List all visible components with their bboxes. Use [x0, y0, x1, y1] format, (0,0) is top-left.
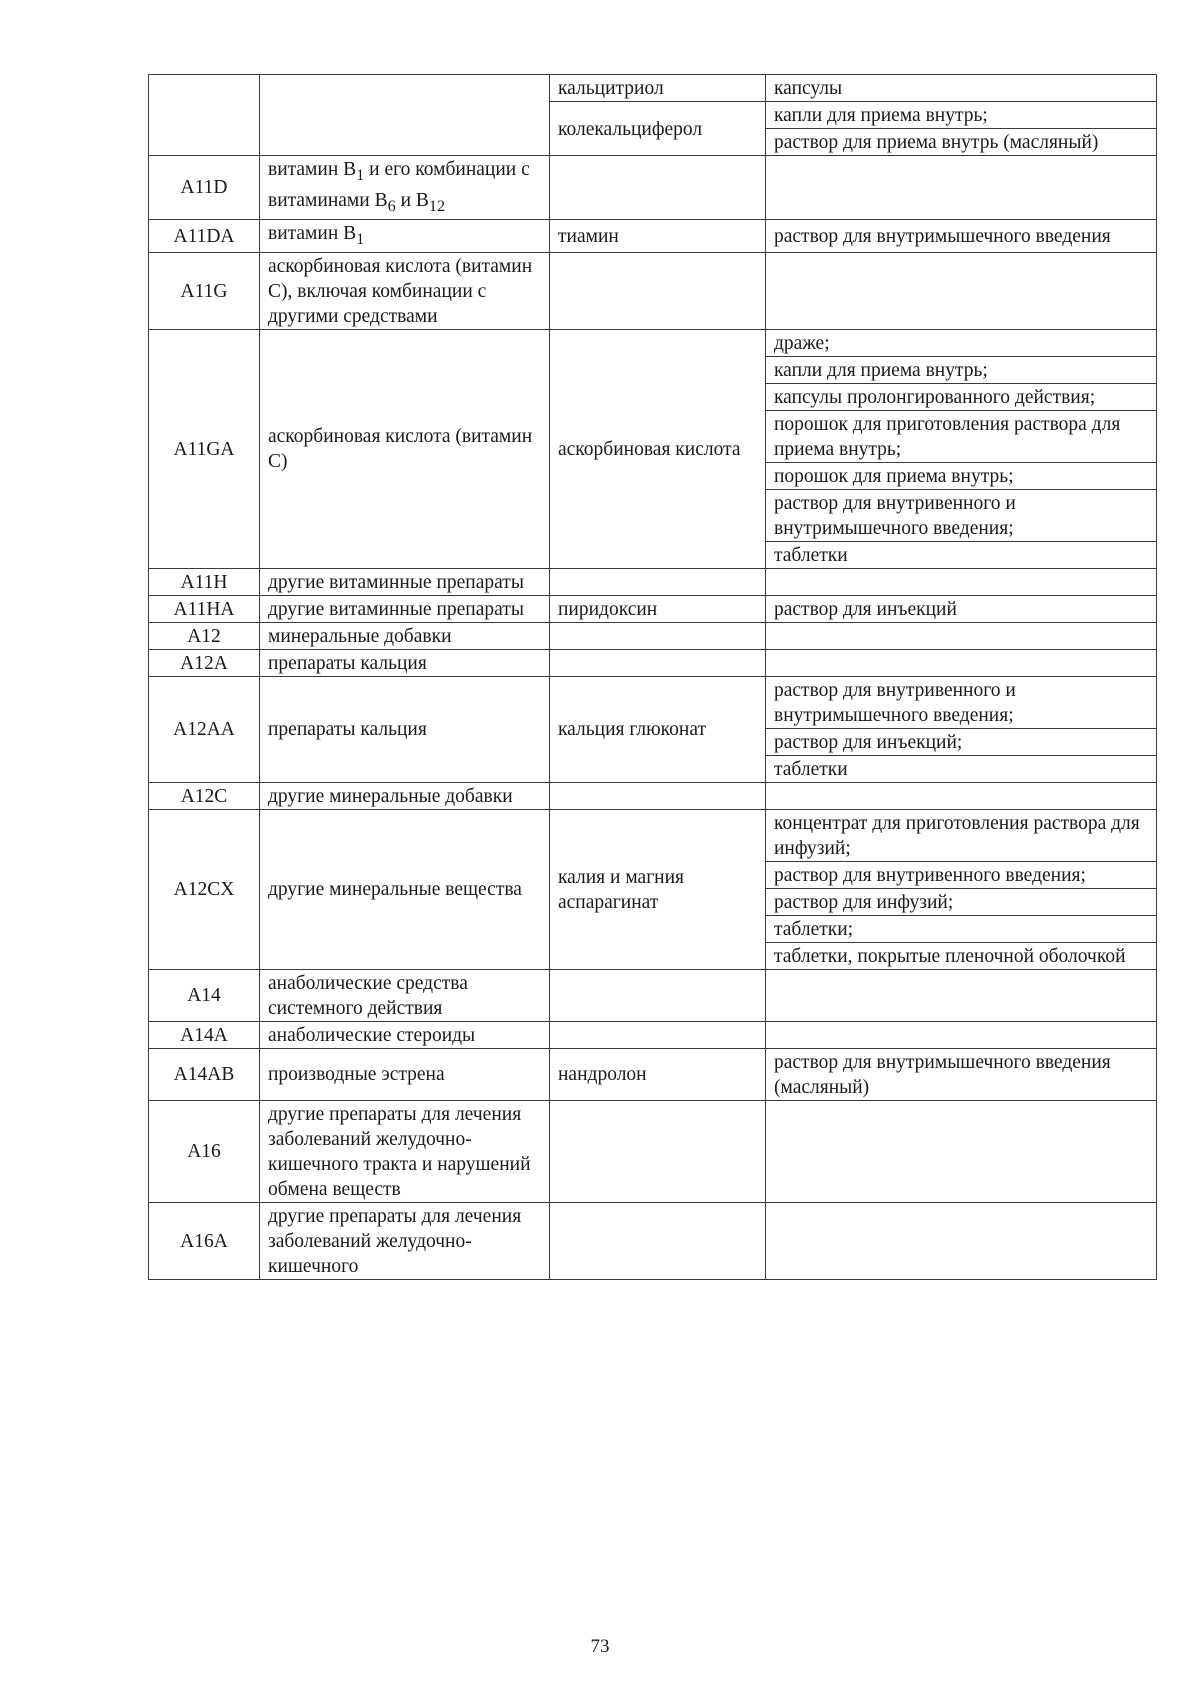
dosage-form-cell: капсулы [766, 75, 1157, 102]
inn-cell: калия и магния аспарагинат [550, 809, 766, 969]
code-cell: A11HA [149, 595, 260, 622]
code-cell: A14A [149, 1021, 260, 1048]
inn-cell: кальцитриол [550, 75, 766, 102]
dosage-form-cell [766, 1100, 1157, 1202]
group-text: другие препараты для лечения заболеваний желудочно-кишечного [268, 1205, 522, 1277]
code-cell: A12AA [149, 676, 260, 782]
dosage-form-cell [766, 782, 1157, 809]
group-cell [260, 219, 550, 252]
inn-cell: кальция глюконат [550, 676, 766, 782]
table-row [149, 252, 1157, 329]
code-cell: A16 [149, 1100, 260, 1202]
table-row [149, 329, 1157, 356]
dosage-form-cell: таблетки; [766, 915, 1157, 942]
code-cell: A11G [149, 252, 260, 329]
dosage-form-cell: раствор для инъекций; [766, 728, 1157, 755]
group-text: и B [395, 189, 429, 211]
inn-cell [550, 622, 766, 649]
inn-cell [550, 1021, 766, 1048]
group-cell [260, 252, 550, 329]
table-row [149, 568, 1157, 595]
dosage-form-cell: таблетки [766, 541, 1157, 568]
group-subscript: 1 [356, 165, 365, 184]
dosage-form-cell: раствор для внутривенного и внутримышечного введения; [766, 676, 1157, 728]
group-text: минеральные добавки [268, 625, 452, 647]
inn-cell: аскорбиновая кислота [550, 329, 766, 568]
code-cell: A11H [149, 568, 260, 595]
table-row [149, 782, 1157, 809]
inn-cell: колекальциферол [550, 102, 766, 156]
dosage-form-cell [766, 156, 1157, 220]
dosage-form-cell [766, 1021, 1157, 1048]
code-cell: A16A [149, 1202, 260, 1279]
code-cell: A12A [149, 649, 260, 676]
group-cell [260, 1202, 550, 1279]
inn-cell: тиамин [550, 219, 766, 252]
dosage-form-cell: концентрат для приготовления раствора для инфузий; [766, 809, 1157, 861]
group-cell [260, 676, 550, 782]
dosage-form-cell [766, 252, 1157, 329]
table-row [149, 809, 1157, 861]
group-cell [260, 568, 550, 595]
code-cell: A11D [149, 156, 260, 220]
inn-cell: пиридоксин [550, 595, 766, 622]
inn-cell [550, 969, 766, 1021]
code-cell: A11GA [149, 329, 260, 568]
dosage-form-cell: раствор для внутримышечного введения [766, 219, 1157, 252]
group-text: препараты кальция [268, 719, 427, 741]
table-row [149, 649, 1157, 676]
group-cell [260, 649, 550, 676]
inn-cell [550, 1202, 766, 1279]
group-text: и его комбинации с витаминами B [268, 159, 530, 211]
dosage-form-cell: капсулы пролонгированного действия; [766, 383, 1157, 410]
code-cell: A12CX [149, 809, 260, 969]
dosage-form-cell: драже; [766, 329, 1157, 356]
group-text: витамин B [268, 159, 357, 180]
group-cell [260, 969, 550, 1021]
inn-cell: нандролон [550, 1048, 766, 1100]
dosage-form-cell: капли для приема внутрь; [766, 356, 1157, 383]
group-text: анаболические стероиды [268, 1024, 476, 1046]
group-text: производные эстрена [268, 1064, 445, 1086]
inn-cell [550, 156, 766, 220]
dosage-form-cell: раствор для инфузий; [766, 888, 1157, 915]
code-cell: A14 [149, 969, 260, 1021]
group-cell [260, 622, 550, 649]
inn-cell [550, 568, 766, 595]
dosage-form-cell: раствор для приема внутрь (масляный) [766, 129, 1157, 156]
dosage-form-cell: порошок для приема внутрь; [766, 462, 1157, 489]
dosage-form-cell: раствор для внутривенного и внутримышечного введения; [766, 489, 1157, 541]
group-subscript: 1 [356, 229, 365, 248]
group-subscript: 6 [387, 196, 396, 215]
group-text: другие витаминные препараты [268, 571, 524, 593]
group-subscript: 12 [428, 196, 446, 215]
table-row [149, 676, 1157, 728]
dosage-form-cell [766, 622, 1157, 649]
code-cell: A11DA [149, 219, 260, 252]
table-row [149, 1021, 1157, 1048]
group-cell [260, 329, 550, 568]
group-cell [260, 1048, 550, 1100]
dosage-form-cell [766, 649, 1157, 676]
group-text: другие витаминные препараты [268, 598, 524, 620]
code-cell: A14AB [149, 1048, 260, 1100]
inn-cell [550, 782, 766, 809]
dosage-form-cell: раствор для инъекций [766, 595, 1157, 622]
group-cell [260, 595, 550, 622]
group-text: другие препараты для лечения заболеваний желудочно-кишечного тракта и нарушений обмена веществ [268, 1103, 531, 1200]
group-cell [260, 782, 550, 809]
dosage-form-cell: порошок для приготовления раствора для приема внутрь; [766, 410, 1157, 462]
dosage-form-cell [766, 568, 1157, 595]
group-text: аскорбиновая кислота (витамин С), включая комбинации с другими средствами [268, 255, 533, 327]
table-row [149, 1100, 1157, 1202]
dosage-form-cell [766, 1202, 1157, 1279]
group-cell [260, 156, 550, 220]
dosage-form-cell: раствор для внутривенного введения; [766, 861, 1157, 888]
page-number: 73 [590, 1636, 610, 1657]
table-row [149, 969, 1157, 1021]
dosage-form-cell: таблетки [766, 755, 1157, 782]
table-row [149, 219, 1157, 252]
inn-cell [550, 649, 766, 676]
dosage-form-cell [766, 969, 1157, 1021]
group-text: препараты кальция [268, 652, 427, 674]
code-cell: A12 [149, 622, 260, 649]
group-cell [260, 809, 550, 969]
dosage-form-cell: раствор для внутримышечного введения (масляный) [766, 1048, 1157, 1100]
group-text: аскорбиновая кислота (витамин С) [268, 426, 533, 473]
drug-table [148, 74, 1157, 1280]
inn-cell [550, 252, 766, 329]
group-text: другие минеральные вещества [268, 879, 522, 901]
inn-cell [550, 1100, 766, 1202]
group-cell [260, 75, 550, 156]
code-cell [149, 75, 260, 156]
group-text: анаболические средства системного действия [268, 972, 468, 1019]
group-text: витамин B [268, 222, 357, 244]
table-row [149, 156, 1157, 220]
dosage-form-cell: таблетки, покрытые пленочной оболочкой [766, 942, 1157, 969]
group-text: другие минеральные добавки [268, 785, 513, 807]
table-row [149, 595, 1157, 622]
table-row [149, 75, 1157, 102]
table-row [149, 1202, 1157, 1279]
group-cell [260, 1100, 550, 1202]
group-cell [260, 1021, 550, 1048]
table-row [149, 1048, 1157, 1100]
code-cell: A12C [149, 782, 260, 809]
table-row [149, 622, 1157, 649]
dosage-form-cell: капли для приема внутрь; [766, 102, 1157, 129]
